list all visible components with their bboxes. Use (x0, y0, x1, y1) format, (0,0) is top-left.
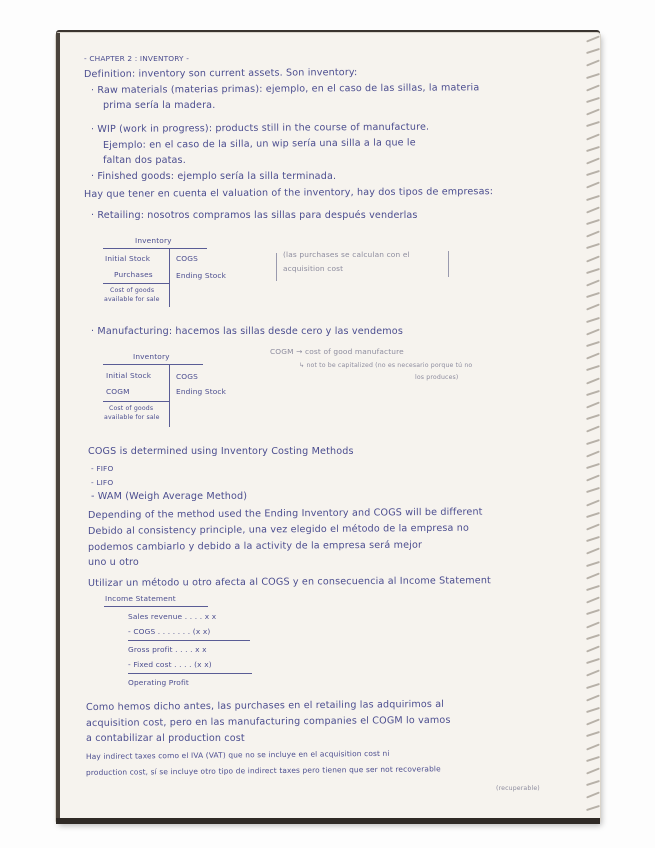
spiral-coil (586, 341, 600, 347)
spiral-coil (586, 572, 600, 579)
t2-cost-goods-1: Cost of goods (109, 405, 154, 412)
spiral-coil (586, 255, 600, 262)
spiral-coil (586, 157, 600, 164)
spiral-coil (586, 170, 600, 176)
cogm-note-1: ↳ not to be capitalized (no es necesario porque tú no (299, 362, 473, 369)
spiral-coil (586, 743, 600, 750)
spiral-coil (586, 609, 600, 615)
spiral-coil (586, 72, 600, 78)
hay-line-2: production cost, sí se incluye otro tipo de indirect taxes pero tienen que ser not recoverable (85, 764, 441, 777)
t2-divider (169, 365, 170, 427)
t2-sum-rule (103, 401, 169, 402)
t1-purchases: Purchases (114, 270, 153, 279)
spiral-coil (586, 426, 600, 433)
spiral-coil (586, 707, 600, 713)
spiral-coil (586, 304, 600, 311)
spiral-coil (586, 438, 600, 444)
t1-cost-goods-1: Cost of goods (110, 287, 155, 294)
spiral-coil (586, 523, 600, 530)
t1-ending-stock: Ending Stock (176, 271, 227, 280)
spiral-coil (586, 780, 600, 786)
spiral-coil (586, 804, 600, 810)
spiral-coil (586, 670, 600, 677)
t2-cost-goods-2: available for sale (104, 414, 160, 421)
depending-line-1: Depending of the method used the Ending Inventory and COGS will be different (87, 506, 483, 521)
spiral-coil (586, 756, 600, 762)
is-operating-profit: Operating Profit (128, 678, 189, 687)
utilizar-line: Utilizar un método u otro afecta al COGS y en consecuencia al Income Statement (87, 575, 491, 589)
retailing-line: · Retailing: nosotros compramos las sillas para después venderlas (91, 210, 418, 221)
spiral-coil (586, 243, 600, 249)
cogm-note-2: los produces) (415, 374, 459, 381)
spiral-coil (586, 719, 600, 726)
t2-ending-stock: Ending Stock (176, 387, 227, 396)
spiral-coil (586, 206, 600, 213)
spiral-coil (586, 597, 600, 604)
spiral-coil (586, 682, 600, 688)
raw-materials-line-1: · Raw materials (materias primas): ejemplo, en el caso de las sillas, la materia (90, 82, 480, 96)
t2-cogs: COGS (176, 372, 198, 381)
spiral-coil (586, 365, 600, 371)
spiral-coil (586, 146, 600, 152)
depending-line-4: uno u otro (88, 557, 139, 568)
t1-note-line-2: acquisition cost (283, 264, 344, 273)
finished-goods-line: · Finished goods: ejemplo sería la silla terminada. (91, 171, 337, 182)
method-wam: - WAM (Weigh Average Method) (91, 491, 248, 502)
spiral-coil (586, 231, 600, 238)
spiral-coil (586, 194, 600, 200)
spiral-coil (586, 121, 600, 127)
spiral-coil (586, 268, 600, 274)
depending-line-2: Debido al consistency principle, una vez elegido el método de la empresa no (87, 522, 470, 537)
spiral-coil (586, 219, 600, 225)
t1-top-rule (103, 248, 207, 249)
cogm-definition: COGM → cost of good manufacture (270, 347, 404, 356)
spiral-coil (586, 377, 600, 384)
t2-top-rule (103, 364, 203, 365)
spiral-coil (586, 97, 600, 103)
t1-cost-goods-2: available for sale (104, 296, 160, 303)
spiral-coil (586, 512, 600, 518)
spiral-coil (586, 390, 600, 396)
spiral-coil (586, 731, 600, 737)
spiral-coil (586, 182, 600, 189)
como-line-3: a contabilizar al production cost (86, 733, 245, 744)
spiral-coil (586, 694, 600, 701)
is-cogs: - COGS . . . . . . . (x x) (128, 627, 211, 636)
spiral-coil (586, 60, 600, 67)
spiral-coil (586, 353, 600, 360)
t1-note-bracket-right (448, 251, 449, 277)
spiral-coil (586, 536, 600, 542)
spiral-coil (586, 658, 600, 664)
spiral-coil (586, 560, 600, 566)
spiral-coil (586, 328, 600, 335)
wip-line-3: faltan dos patas. (103, 155, 186, 166)
spiral-coil (586, 316, 600, 322)
t2-title: Inventory (133, 352, 170, 361)
hay-line-1: Hay indirect taxes como el IVA (VAT) que no se incluye en el acquisition cost ni (85, 748, 390, 761)
spiral-binding (586, 38, 602, 818)
method-fifo: - FIFO (91, 464, 114, 473)
raw-materials-line-2: prima sería la madera. (103, 100, 216, 111)
depending-line-3: podemos cambiarlo y debido a la activity de la empresa será mejor (87, 539, 423, 553)
notebook-edge-left (56, 33, 60, 823)
spiral-coil (586, 499, 600, 506)
t1-initial-stock: Initial Stock (105, 254, 151, 263)
wip-line-2: Ejemplo: en el caso de la silla, un wip sería una silla a la que le (102, 137, 416, 151)
como-line-2: acquisition cost, pero en las manufacturing companies el COGM lo vamos (85, 714, 451, 729)
notebook-edge-bottom (56, 818, 600, 824)
t1-sum-rule (103, 283, 169, 284)
chapter-title: - CHAPTER 2 : INVENTORY - (84, 54, 190, 63)
t1-note-line-1: (las purchases se calculan con el (283, 250, 410, 259)
manufacturing-line: · Manufacturing: hacemos las sillas desde cero y las vendemos (91, 326, 403, 337)
spiral-coil (586, 450, 600, 457)
spiral-coil (586, 109, 600, 116)
spiral-coil (586, 84, 600, 91)
method-lifo: - LIFO (91, 478, 114, 487)
t1-cogs: COGS (176, 254, 198, 263)
spiral-coil (586, 767, 600, 774)
spiral-coil (586, 463, 600, 469)
t2-cogm: COGM (106, 387, 130, 396)
spiral-coil (586, 585, 600, 591)
spiral-coil (586, 621, 600, 628)
t1-divider (169, 249, 170, 307)
recuperable-note: (recuperable) (496, 785, 540, 792)
spiral-coil (586, 48, 600, 54)
is-gross-profit: Gross profit . . . . x x (128, 645, 207, 654)
wip-line-1: · WIP (work in progress): products still in the course of manufacture. (90, 121, 430, 135)
spiral-coil (586, 645, 600, 652)
spiral-coil (586, 475, 600, 482)
spiral-coil (586, 279, 600, 286)
spiral-coil (586, 487, 600, 493)
spiral-coil (586, 548, 600, 555)
spiral-coil (586, 401, 600, 408)
income-statement-title: Income Statement (105, 594, 176, 603)
is-operating-rule (128, 673, 252, 674)
t1-title: Inventory (135, 236, 172, 245)
two-types-line: Hay que tener en cuenta el valuation of the inventory, hay dos tipos de empresas: (83, 186, 494, 200)
spiral-coil (586, 634, 600, 640)
spiral-coil (586, 292, 600, 298)
spiral-coil (586, 133, 600, 140)
spiral-coil (586, 414, 600, 420)
income-statement-underline (104, 606, 208, 607)
t2-initial-stock: Initial Stock (106, 371, 152, 380)
spiral-coil (586, 792, 600, 799)
definition-line: Definition: inventory son current assets. Son inventory: (83, 67, 358, 80)
cogs-methods-line: COGS is determined using Inventory Costing Methods (88, 446, 354, 457)
is-gross-rule (128, 640, 250, 641)
is-fixed-cost: - Fixed cost . . . . (x x) (128, 660, 212, 669)
is-sales-revenue: Sales revenue . . . . x x (128, 612, 217, 621)
t1-note-bracket-left (276, 253, 277, 281)
como-line-1: Como hemos dicho antes, las purchases en el retailing las adquirimos al (85, 698, 445, 713)
